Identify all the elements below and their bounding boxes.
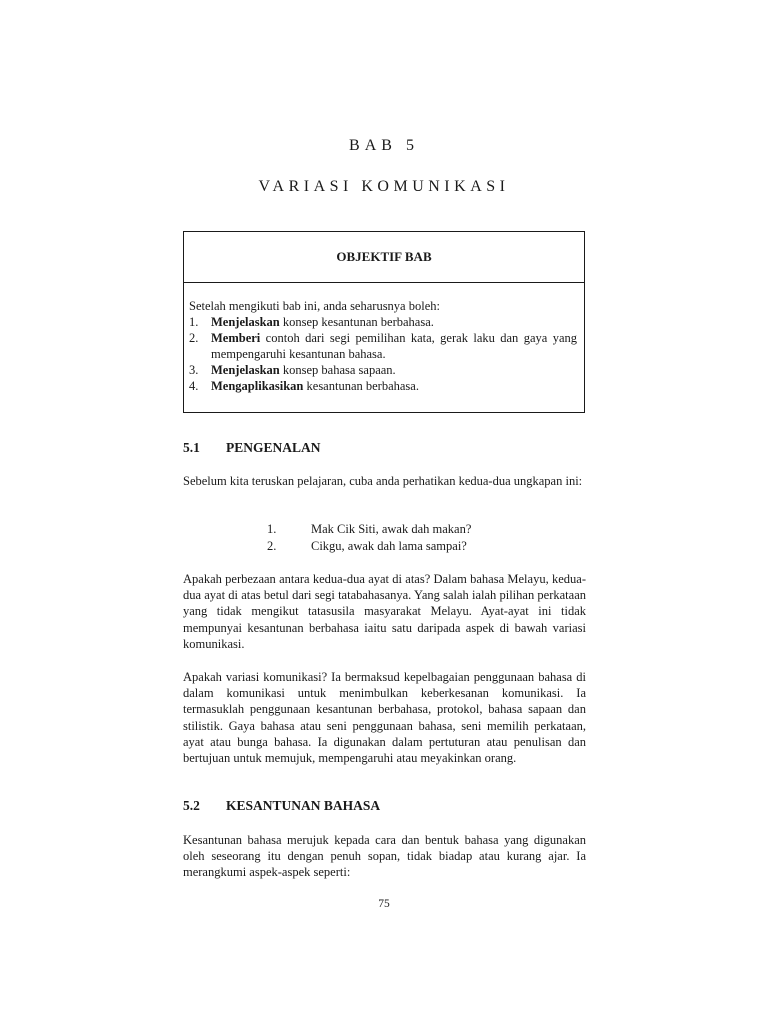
objective-verb: Menjelaskan (211, 363, 280, 377)
section-title: KESANTUNAN BAHASA (226, 798, 381, 813)
paragraph-intro: Sebelum kita teruskan pelajaran, cuba anda perhatikan kedua-dua ungkapan ini: (183, 474, 583, 488)
example-item (267, 521, 471, 538)
objective-item (189, 378, 577, 394)
objective-detail: konsep bahasa sapaan. (279, 363, 396, 377)
objective-item (189, 314, 577, 330)
paragraph-kesantunan: Kesantunan bahasa merujuk kepada cara dan bentuk bahasa yang digunakan oleh seseorang itu dengan penuh sopan, tidak biadap atau kurang ajar. Ia merangkumi aspek-aspek seperti: (183, 833, 586, 880)
objective-item (189, 362, 577, 378)
section-title: PENGENALAN (226, 440, 321, 455)
section-heading-pengenalan (183, 440, 321, 456)
example-text: Mak Cik Siti, awak dah makan? (311, 522, 472, 536)
objectives-box (183, 231, 585, 413)
objectives-body (184, 283, 584, 394)
objective-verb: Mengaplikasikan (211, 379, 304, 393)
paragraph-perbezaan: Apakah perbezaan antara kedua-dua ayat di atas? Dalam bahasa Melayu, kedua-dua ayat di atas betul dari segi tatabahasanya. Yang salah ialah pilihan perkataan yang tidak mengikut tatasusila masyarakat Melayu. Ayat-ayat ini tidak mempunyai kesantunan berbahasa iaitu satu daripada aspek di bawah variasi komunikasi. (183, 572, 586, 651)
objective-text (211, 314, 577, 330)
objective-text (211, 330, 577, 362)
objective-number: 2. (189, 331, 199, 345)
example-item (267, 538, 471, 555)
objective-number: 4. (189, 379, 199, 393)
page-number: 75 (378, 898, 390, 910)
example-list (267, 521, 471, 554)
objective-detail: konsep kesantunan berbahasa. (279, 315, 434, 329)
objective-detail: kesantunan berbahasa. (303, 379, 419, 393)
objective-number: 3. (189, 363, 199, 377)
objective-text (211, 362, 577, 378)
objective-verb: Memberi (211, 331, 261, 345)
example-number: 2. (267, 538, 277, 553)
section-heading-kesantunan (183, 798, 380, 814)
objective-detail: contoh dari segi pemilihan kata, gerak laku dan gaya yang mempengaruhi kesantunan bahasa. (211, 331, 577, 361)
objective-text (211, 378, 577, 394)
chapter-title: VARIASI KOMUNIKASI (258, 178, 510, 195)
chapter-number: BAB 5 (349, 137, 419, 154)
objectives-intro: Setelah mengikuti bab ini, anda seharusnya boleh: (189, 299, 440, 313)
objective-item (189, 330, 577, 362)
objective-verb: Menjelaskan (211, 315, 280, 329)
example-number: 1. (267, 522, 277, 536)
example-text: Cikgu, awak dah lama sampai? (311, 538, 467, 553)
section-number: 5.2 (183, 798, 200, 813)
objective-number: 1. (189, 315, 199, 329)
section-number: 5.1 (183, 440, 200, 455)
objectives-list (189, 314, 577, 394)
objectives-heading: OBJEKTIF BAB (184, 232, 584, 283)
paragraph-variasi: Apakah variasi komunikasi? Ia bermaksud kepelbagaian penggunaan bahasa di dalam komunikasi untuk menimbulkan keberkesanan komunikasi. Ia termasuklah penggunaan kesantunan berbahasa, protokol, bahasa sapaan dan stilistik. Gaya bahasa atau seni penggunaan bahasa, seni memilih perkataan, ayat atau bunga bahasa. Ia digunakan dalam pertuturan atau penulisan dan bertujuan untuk memujuk, mempengaruhi atau meyakinkan orang. (183, 670, 586, 766)
